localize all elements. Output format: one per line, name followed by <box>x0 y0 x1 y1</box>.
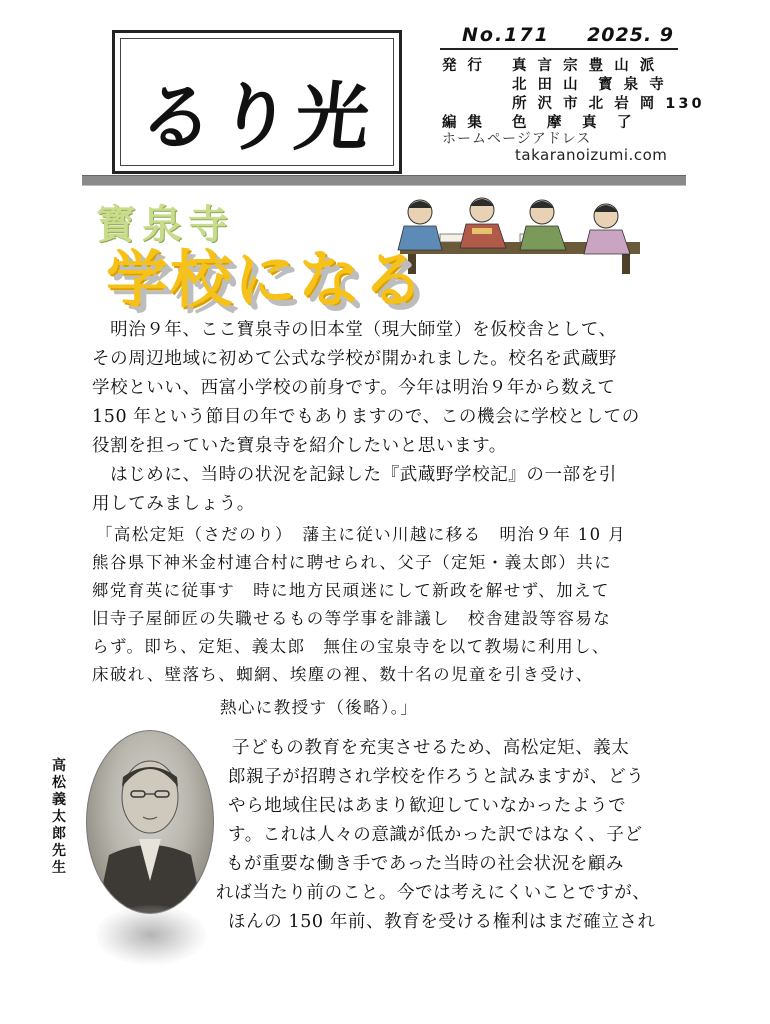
publisher-line-2: 北 田 山 寳 泉 寺 <box>512 77 667 93</box>
header-divider <box>82 175 686 186</box>
quote-line: 床破れ、壁落ち、蜘網、埃塵の裡、数十名の児童を引き受け、 <box>92 665 594 684</box>
article-line: す。これは人々の意識が低かった訳ではなく、子ど <box>228 825 643 845</box>
article-line: 学校といい、西富小学校の前身です。今年は明治９年から数えて <box>92 378 616 398</box>
article-line: もが重要な働き手であった当時の社会状況を顧み <box>226 854 625 874</box>
article-line: 150 年という節目の年でもありますので、この機会に学校としての <box>92 407 640 427</box>
issue-number: No.171 <box>462 24 550 46</box>
article-line: やら地域住民はあまり歓迎していなかったようで <box>228 796 627 816</box>
quote-line: 「高松定矩（さだのり） 藩主に従い川越に移る 明治９年 10 月 <box>96 525 627 544</box>
publisher-label: 発 行 <box>442 58 486 74</box>
masthead-title-box <box>112 30 402 174</box>
article-line: 役割を担っていた寶泉寺を紹介したいと思います。 <box>92 436 507 456</box>
article-line: 用してみましょう。 <box>92 494 255 514</box>
quote-line: 郷党育英に従事す 時に地方民頑迷にして新政を解せず、加えて <box>92 581 610 600</box>
editor-name: 色 摩 真 了 <box>512 115 635 131</box>
issue-header <box>440 26 678 50</box>
article-line: その周辺地域に初めて公式な学校が開かれました。校名を武蔵野 <box>92 349 617 369</box>
portrait-shadow <box>96 905 206 965</box>
quote-line: 熱心に教授す（後略）。」 <box>220 698 419 717</box>
publisher-line-1: 真 言 宗 豊 山 派 <box>512 58 658 74</box>
quote-line: らず。即ち、定矩、義太郎 無住の宝泉寺を以て教場に利用し、 <box>92 637 610 656</box>
address: 所 沢 市 北 岩 岡 130 <box>512 96 705 112</box>
editor-label: 編 集 <box>442 115 486 131</box>
article-line: れば当たり前のこと。今では考えにくいことですが、 <box>216 883 651 903</box>
portrait-caption: 高松義太郎先生 <box>52 758 66 876</box>
headline-main: 学校になる <box>106 243 427 316</box>
article-line: はじめに、当時の状況を記録した『武蔵野学校記』の一部を引 <box>92 465 617 485</box>
article-line: 明治９年、ここ寶泉寺の旧本堂（現大師堂）を仮校舎として、 <box>92 320 617 340</box>
homepage-label: ホームページアドレス <box>442 131 592 147</box>
issue-date: 2025. 9 <box>587 24 674 46</box>
article-line: ほんの 150 年前、教育を受ける権利はまだ確立され <box>228 912 656 932</box>
article-line: 子どもの教育を充実させるため、高松定矩、義太 <box>232 738 630 758</box>
newsletter-title: るり光 <box>134 75 378 161</box>
quote-line: 旧寺子屋師匠の失職せるもの等学事を誹議し 校舎建設等容易な <box>92 609 612 628</box>
quote-line: 熊谷県下神米金村連合村に聘せられ、父子（定矩・義太郎）共に <box>92 553 613 572</box>
portrait-figure <box>87 731 213 913</box>
homepage-url[interactable]: takaranoizumi.com <box>515 146 668 164</box>
article-line: 郎親子が招聘され学校を作ろうと試みますが、どう <box>228 767 645 787</box>
headline-temple-name: 寳泉寺 <box>96 201 234 248</box>
portrait-photo <box>86 730 214 914</box>
